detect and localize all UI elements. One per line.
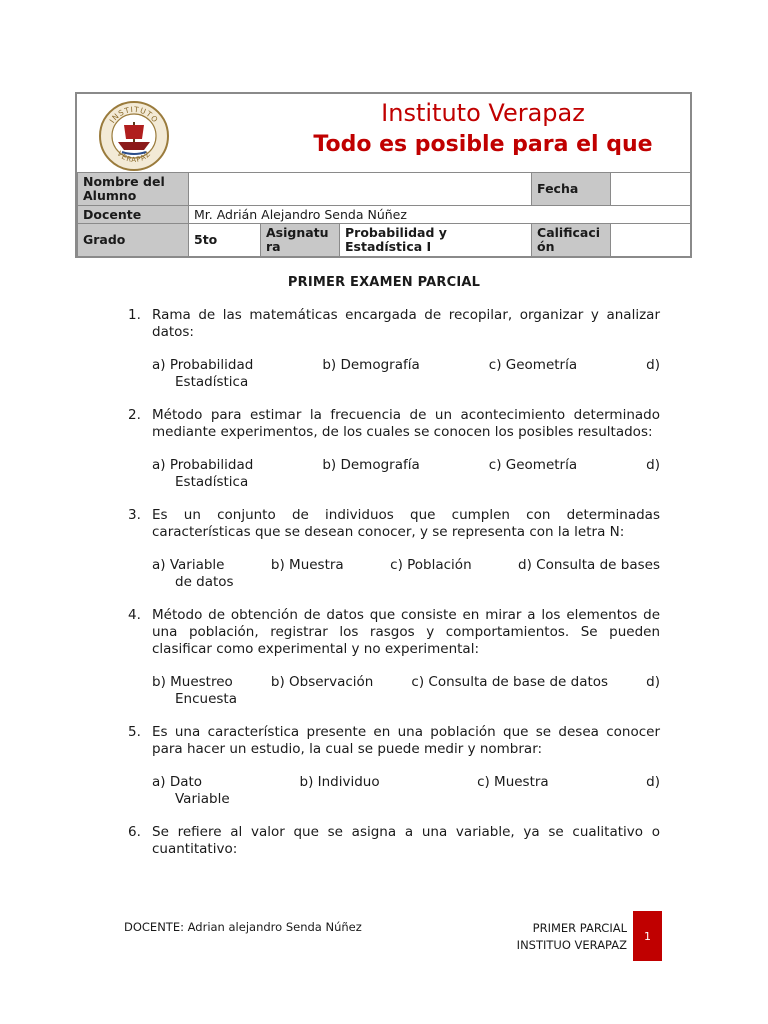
question-5 (128, 724, 660, 758)
question-text: Método para estimar la frecuencia de un acontecimiento determinado mediante experimentos, de los cuales se conocen los posibles resultados: (152, 407, 660, 440)
option-continuation: Estadística (175, 474, 249, 490)
option-a[interactable]: a) Variable (152, 557, 225, 573)
option-b[interactable]: b) Observación (270, 674, 374, 690)
question-number: 2. (128, 407, 141, 423)
option-continuation: de datos (175, 574, 234, 590)
option-c[interactable]: c) Población (390, 557, 472, 573)
question-3-options (152, 557, 660, 591)
teacher-value: Mr. Adrián Alejandro Senda Núñez (189, 206, 691, 224)
subject-value: Probabilidad y Estadística I (340, 224, 532, 257)
question-5-options (152, 774, 660, 808)
option-d[interactable]: d) (646, 457, 660, 473)
logo-bottom-text: VERAPAZ (115, 149, 153, 165)
question-number: 5. (128, 724, 141, 740)
date-label: Fecha (532, 173, 611, 206)
footer-line-1: PRIMER PARCIAL (532, 921, 627, 935)
question-2-options (152, 457, 660, 491)
option-d[interactable]: d) Consulta de bases (518, 557, 660, 573)
question-text: Es una característica presente en una población que se desea conocer para hacer un estudio, la cual se puede medir y nombrar: (152, 724, 660, 757)
option-b[interactable]: b) Muestra (270, 557, 344, 573)
question-number: 3. (128, 507, 141, 523)
footer-line-2: INSTITUO VERAPAZ (516, 938, 627, 952)
student-name-label: Nombre del Alumno (78, 173, 189, 206)
header-box (75, 92, 692, 258)
teacher-label: Docente (78, 206, 189, 224)
option-a[interactable]: a) Probabilidad (152, 357, 254, 373)
option-a[interactable]: a) Dato (152, 774, 203, 790)
option-d[interactable]: d) (646, 774, 660, 790)
date-field[interactable] (611, 173, 691, 206)
option-d[interactable]: d) (646, 674, 660, 690)
question-number: 6. (128, 824, 141, 840)
question-text: Se refiere al valor que se asigna a una variable, ya se cualitativo o cuantitativo: (152, 824, 660, 857)
student-info-table (77, 172, 691, 257)
option-b[interactable]: b) Demografía (322, 457, 420, 473)
question-number: 1. (128, 307, 141, 323)
score-field[interactable] (611, 224, 691, 257)
question-3 (128, 507, 660, 541)
page-number-badge: 1 (633, 911, 662, 961)
institution-name: Instituto Verapaz (381, 99, 585, 127)
option-b[interactable]: b) Demografía (322, 357, 420, 373)
option-c[interactable]: c) Muestra (477, 774, 549, 790)
question-2 (128, 407, 660, 441)
question-text: Rama de las matemáticas encargada de recopilar, organizar y analizar datos: (152, 307, 660, 340)
questions-list (128, 307, 660, 858)
institute-logo (98, 100, 170, 172)
question-1 (128, 307, 660, 341)
footer-teacher: DOCENTE: Adrian alejandro Senda Núñez (124, 920, 362, 934)
option-continuation: Encuesta (175, 691, 237, 707)
question-1-options (152, 357, 660, 391)
option-d[interactable]: d) (646, 357, 660, 373)
question-6 (128, 824, 660, 858)
option-continuation: Estadística (175, 374, 249, 390)
subject-label: Asignatura (261, 224, 340, 257)
grade-value: 5to (189, 224, 261, 257)
option-a[interactable]: b) Muestreo (152, 674, 233, 690)
institution-motto: Todo es posible para el que (313, 132, 653, 155)
question-text: Método de obtención de datos que consiste en mirar a los elementos de una población, registrar los rasgos y comportamientos. Se pueden clasificar como experimental y no experimental: (152, 607, 660, 657)
exam-title: PRIMER EXAMEN PARCIAL (287, 275, 481, 290)
logo-top-text: INSTITUTO (107, 104, 161, 125)
question-4 (128, 607, 660, 658)
grade-label: Grado (78, 224, 189, 257)
question-4-options (152, 674, 660, 708)
option-c[interactable]: c) Consulta de base de datos (411, 674, 609, 690)
footer-exam-info (440, 920, 627, 954)
student-name-field[interactable] (189, 173, 532, 206)
option-b[interactable]: b) Individuo (299, 774, 380, 790)
option-a[interactable]: a) Probabilidad (152, 457, 254, 473)
question-number: 4. (128, 607, 141, 623)
score-label: Calificación (532, 224, 611, 257)
question-text: Es un conjunto de individuos que cumplen con determinadas características que se desean conocer, y se representa con la letra N: (152, 507, 660, 540)
option-continuation: Variable (175, 791, 230, 807)
option-c[interactable]: c) Geometría (488, 457, 578, 473)
option-c[interactable]: c) Geometría (488, 357, 578, 373)
